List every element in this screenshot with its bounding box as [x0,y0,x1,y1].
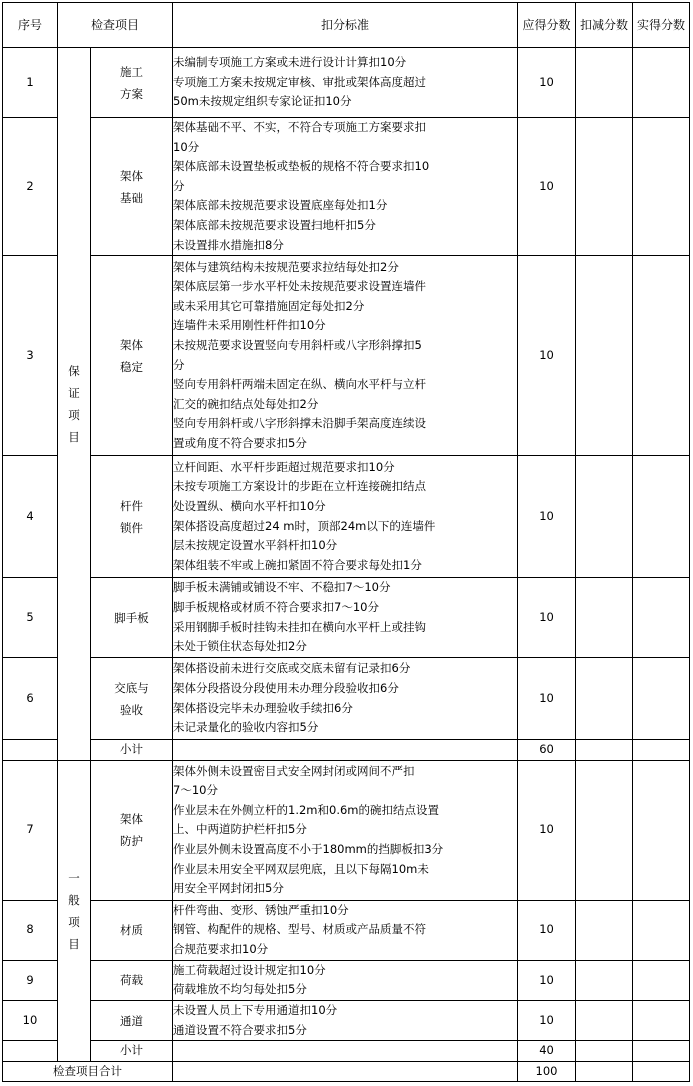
group-guarantee-char: 证 [68,385,80,400]
actual-score [633,48,690,118]
criteria-line: 架体搭设完毕未办理验收手续扣6分 [173,700,353,715]
table-row [3,900,690,960]
deducted-score [576,900,633,960]
due-score: 10 [518,456,576,578]
row-number: 1 [3,48,58,118]
item-name-line: 交底与 [114,680,149,695]
group-general [58,760,91,1061]
item-name [91,456,173,578]
criteria-line: 采用钢脚手板时挂钩未挂扣在横向水平杆上或挂钩 [173,619,427,634]
row-number: 5 [3,578,58,658]
criteria-cell [173,48,518,118]
item-name [91,1000,173,1040]
criteria-cell [173,900,518,960]
item-name-line: 方案 [120,86,143,101]
criteria-line: 合规范要求扣10分 [173,942,269,957]
item-name [91,900,173,960]
group-general-char: 项 [68,914,80,929]
criteria-line: 架体底部未设置垫板或垫板的规格不符合要求扣10 [173,159,430,174]
actual-score [633,658,690,740]
criteria-line: 竖向专用斜杆两端未固定在纵、横向水平杆与立杆 [173,377,427,392]
item-name-line: 锁件 [120,520,143,535]
criteria-line: 通道设置不符合要求扣5分 [173,1022,307,1037]
deducted-score [576,1041,633,1062]
header-row [3,3,690,48]
deducted-score [576,1061,633,1082]
total-score: 100 [518,1061,576,1082]
criteria-line: 分 [173,357,185,372]
row-number: 4 [3,456,58,578]
deducted-score [576,658,633,740]
criteria-cell [173,760,518,900]
due-score: 10 [518,48,576,118]
row-number [3,1041,58,1062]
criteria-cell [173,1041,518,1062]
criteria-line: 立杆间距、水平杆步距超过规范要求扣10分 [173,459,395,474]
criteria-line: 架体基础不平、不实，不符合专项施工方案要求扣 [173,120,427,134]
subtotal-score: 60 [518,740,576,761]
due-score: 10 [518,578,576,658]
item-name-line: 材质 [120,923,143,938]
item-name-line: 基础 [120,190,143,205]
header-criteria: 扣分标准 [173,3,518,48]
item-name-line: 稳定 [120,359,143,374]
subtotal-score: 40 [518,1041,576,1062]
criteria-cell [173,658,518,740]
criteria-line: 未记录量化的验收内容扣5分 [173,720,319,735]
criteria-line: 架体外侧未设置密目式安全网封闭或网间不严扣 [173,763,415,778]
criteria-line: 荷载堆放不均匀每处扣5分 [173,982,307,997]
table-row [3,48,690,118]
item-name-line: 脚手板 [114,610,149,625]
subtotal-label: 小计 [91,1041,173,1062]
header-deducted: 扣减分数 [576,3,633,48]
row-number: 2 [3,118,58,256]
table-row [3,256,690,456]
criteria-line: 施工荷载超过设计规定扣10分 [173,962,326,977]
criteria-line: 上、中两道防护栏杆扣5分 [173,822,307,837]
criteria-cell [173,1061,518,1082]
item-name-line: 防护 [120,834,143,849]
criteria-line: 10分 [173,139,200,154]
due-score: 10 [518,900,576,960]
total-row [3,1061,690,1082]
group-guarantee-char: 目 [68,429,80,444]
criteria-line: 架体组装不牢或上碗扣紧固不符合要求每处扣1分 [173,557,422,572]
header-due-score: 应得分数 [518,3,576,48]
item-name [91,48,173,118]
criteria-line: 用安全平网封闭扣5分 [173,881,284,896]
table-row [3,960,690,1000]
deducted-score [576,960,633,1000]
group-guarantee [58,48,91,761]
actual-score [633,740,690,761]
row-number: 8 [3,900,58,960]
criteria-line: 未设置人员上下专用通道扣10分 [173,1002,338,1017]
table-row [3,658,690,740]
table-row [3,1000,690,1040]
row-number: 9 [3,960,58,1000]
criteria-line: 未设置排水措施扣8分 [173,237,284,252]
table-row [3,760,690,900]
table-row [3,118,690,256]
criteria-line: 未编制专项施工方案或未进行设计计算扣10分 [173,55,407,70]
actual-score [633,960,690,1000]
row-number: 6 [3,658,58,740]
item-name-line: 施工 [120,64,143,79]
criteria-line: 置或角度不符合要求扣5分 [173,436,307,451]
item-name-line: 架体 [120,337,143,352]
criteria-line: 钢管、构配件的规格、型号、材质或产品质量不符 [173,922,427,937]
criteria-line: 作业层未在外侧立杆的1.2m和0.6m的碗扣结点设置 [173,802,439,817]
header-actual: 实得分数 [633,3,690,48]
item-name-line: 架体 [120,812,143,827]
item-name-line: 通道 [120,1013,143,1028]
item-name [91,960,173,1000]
deducted-score [576,456,633,578]
criteria-line: 处设置纵、横向水平杆扣10分 [173,499,326,514]
total-label: 检查项目合计 [3,1061,173,1082]
item-name-line: 验收 [120,702,143,717]
item-name [91,118,173,256]
criteria-line: 专项施工方案未按规定审核、审批或架体高度超过 [173,74,427,89]
deducted-score [576,48,633,118]
item-name [91,658,173,740]
criteria-line: 竖向专用斜杆或八字形斜撑未沿脚手架高度连续设 [173,416,427,431]
row-number: 10 [3,1000,58,1040]
criteria-cell [173,456,518,578]
due-score: 10 [518,760,576,900]
due-score: 10 [518,256,576,456]
header-item: 检查项目 [58,3,173,48]
criteria-line: 汇交的碗扣结点处每处扣2分 [173,396,319,411]
criteria-cell [173,578,518,658]
deducted-score [576,118,633,256]
item-name [91,760,173,900]
deducted-score [576,578,633,658]
criteria-line: 架体底部未按规范要求设置底座每处扣1分 [173,198,388,213]
criteria-line: 7～10分 [173,783,218,798]
criteria-line: 杆件弯曲、变形、锈蚀严重扣10分 [173,902,349,917]
actual-score [633,118,690,256]
table-row [3,456,690,578]
criteria-line: 作业层外侧未设置高度不小于180mm的挡脚板扣3分 [173,842,444,857]
subtotal-row-general [3,1041,690,1062]
group-general-char: 一 [68,870,80,885]
actual-score [633,456,690,578]
deducted-score [576,760,633,900]
criteria-line: 架体分段搭设分段使用未办理分段验收扣6分 [173,681,399,696]
criteria-line: 架体与建筑结构未按规范要求拉结每处扣2分 [173,259,399,274]
deducted-score [576,1000,633,1040]
item-name-line: 杆件 [120,498,143,513]
criteria-line: 架体搭设前未进行交底或交底未留有记录扣6分 [173,661,411,676]
deducted-score [576,256,633,456]
criteria-line: 架体底层第一步水平杆处未按规范要求设置连墙件 [173,279,427,294]
actual-score [633,900,690,960]
criteria-cell [173,118,518,256]
subtotal-row-guarantee [3,740,690,761]
due-score: 10 [518,1000,576,1040]
item-name-line: 荷载 [120,973,143,988]
item-name-line: 架体 [120,168,143,183]
item-name [91,578,173,658]
criteria-line: 脚手板未满铺或铺设不牢、不稳扣7～10分 [173,580,391,595]
criteria-line: 50m未按规定组织专家论证扣10分 [173,94,352,109]
criteria-cell [173,960,518,1000]
due-score: 10 [518,960,576,1000]
criteria-line: 或未采用其它可靠措施固定每处扣2分 [173,298,365,313]
group-general-char: 目 [68,936,80,951]
criteria-line: 未按专项施工方案设计的步距在立杆连接碗扣结点 [173,479,427,494]
criteria-line: 分 [173,178,185,193]
actual-score [633,578,690,658]
deducted-score [576,740,633,761]
row-number: 3 [3,256,58,456]
criteria-cell [173,740,518,761]
subtotal-label: 小计 [91,740,173,761]
actual-score [633,256,690,456]
header-seq: 序号 [3,3,58,48]
due-score: 10 [518,118,576,256]
group-guarantee-char: 保 [68,363,80,378]
criteria-line: 未处于锁住状态每处扣2分 [173,639,307,654]
criteria-line: 作业层未用安全平网双层兜底，且以下每隔10m未 [173,861,429,876]
actual-score [633,1000,690,1040]
actual-score [633,760,690,900]
due-score: 10 [518,658,576,740]
criteria-cell [173,1000,518,1040]
row-number: 7 [3,760,58,900]
criteria-line: 架体底部未按规范要求设置扫地杆扣5分 [173,217,376,232]
group-general-char: 般 [68,892,80,907]
criteria-line: 脚手板规格或材质不符合要求扣7～10分 [173,600,379,615]
criteria-line: 层未按规定设置水平斜杆扣10分 [173,538,338,553]
inspection-table [2,2,690,1082]
actual-score [633,1061,690,1082]
row-number [3,740,58,761]
actual-score [633,1041,690,1062]
criteria-cell [173,256,518,456]
item-name [91,256,173,456]
criteria-line: 未按规范要求设置竖向专用斜杆或八字形斜撑扣5 [173,338,422,353]
table-row [3,578,690,658]
group-guarantee-char: 项 [68,407,80,422]
criteria-line: 连墙件未采用刚性杆件扣10分 [173,318,326,333]
criteria-line: 架体搭设高度超过24 m时，顶部24m以下的连墙件 [173,518,436,533]
